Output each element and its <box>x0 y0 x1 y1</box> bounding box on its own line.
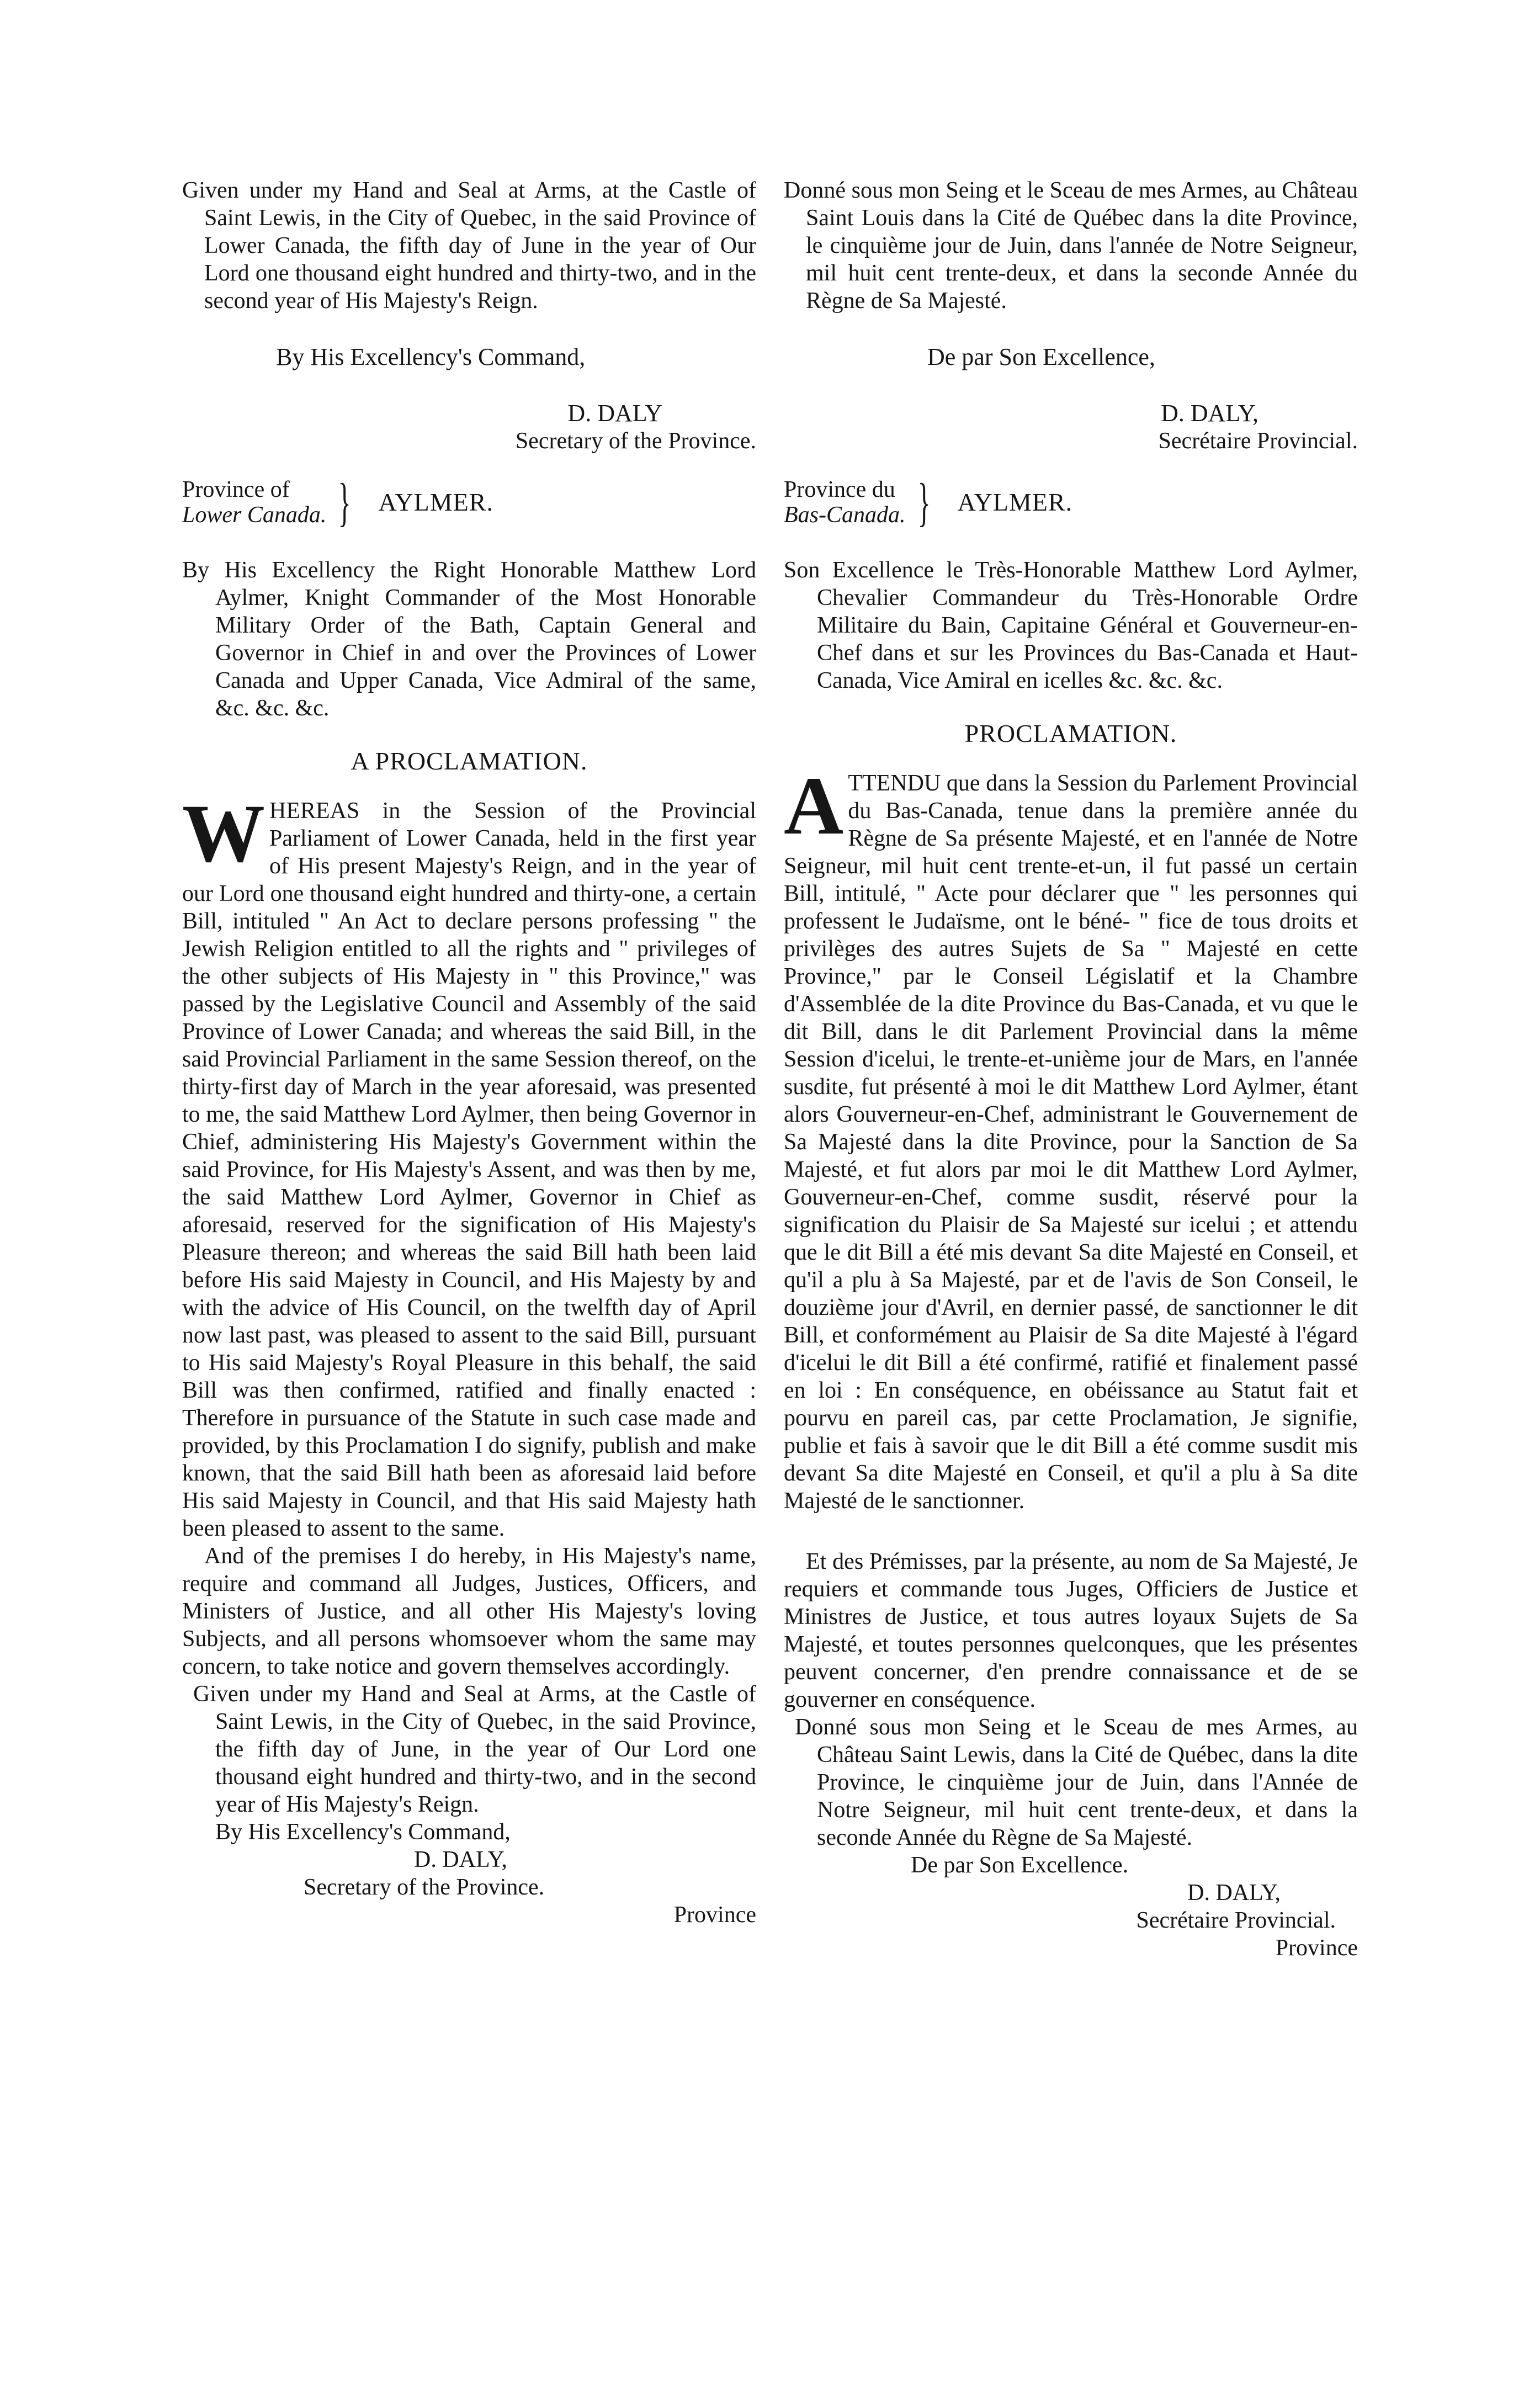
province-line-2: Bas-Canada. <box>784 502 906 528</box>
brace-icon: } <box>338 473 351 532</box>
secretary-name: D. DALY <box>567 400 662 427</box>
province-line-1: Province du <box>784 477 895 502</box>
given-under-hand-bottom: Given under my Hand and Seal at Arms, at the Castle of Saint Lewis, in the City of Quebec, in the said Province, the fifth day of June, in the year of Our Lord one thousand eight hundred and thirty-two, and in the second year of His Majesty's Reign. <box>193 1681 756 1817</box>
brace-icon: } <box>917 473 931 532</box>
drop-cap: A <box>784 760 844 852</box>
proclamation-title: A PROCLAMATION. <box>351 747 588 775</box>
english-column <box>182 177 756 1929</box>
proclamation-body-2: Et des Prémisses, par la présente, au nom de Sa Majesté, Je requiers et commande tous Juges, Officiers de Justice et Ministres de Justice, et tous autres loyaux Sujets de Sa Majesté, et toutes personnes quelconques, que les présentes peuvent concerner, d'en prendre connaissance et de se gouverner en conséquence. <box>784 1549 1358 1712</box>
province-label <box>784 477 906 528</box>
french-column <box>784 177 1358 1962</box>
proclamation-title: PROCLAMATION. <box>964 719 1177 747</box>
command-line: De par Son Excellence, <box>927 343 1155 370</box>
secretary-title: Secretary of the Province. <box>515 428 756 454</box>
province-label <box>182 477 326 528</box>
catchword: Province <box>1275 1935 1358 1961</box>
province-block <box>182 473 756 532</box>
secretary-name-bottom: D. DALY, <box>1187 1880 1281 1906</box>
secretary-name-bottom: D. DALY, <box>414 1847 507 1872</box>
secretary-title: Secrétaire Provincial. <box>1158 428 1358 454</box>
given-under-hand-top: Given under my Hand and Seal at Arms, at the Castle of Saint Lewis, in the City of Quebec, in the said Province of Lower Canada, the fifth day of June in the year of Our Lord one thousand eight hundred and thirty-two, and in the second year of His Majesty's Reign. <box>182 178 756 314</box>
secretary-title-bottom: Secretary of the Province. <box>304 1875 545 1900</box>
governor-style: By His Excellency the Right Honorable Matthew Lord Aylmer, Knight Commander of the Most Honorable Military Order of the Bath, Captain General and Governor in Chief in and over the Provinces of Lower Canada and Upper Canada, Vice Admiral of the same, &c. &c. &c. <box>182 558 756 721</box>
command-line: By His Excellency's Command, <box>276 343 586 370</box>
secretary-title-bottom: Secrétaire Provincial. <box>1136 1908 1336 1933</box>
proclamation-body-2: And of the premises I do hereby, in His Majesty's name, require and command all Judges, Justices, Officers, and Ministers of Justice, and all other His Majesty's loving Subjects, and all persons whomsoever whom the same may concern, to take notice and govern themselves accordingly. <box>182 1543 756 1679</box>
governor-style: Son Excellence le Très-Honorable Matthew Lord Aylmer, Chevalier Commandeur du Très-Honorable Ordre Militaire du Bain, Capitaine Général et Gouverneur-en-Chef dans et sur les Provinces du Bas-Canada et Haut-Canada, Vice Amiral en icelles &c. &c. &c. <box>784 558 1358 693</box>
drop-cap: W <box>182 788 265 879</box>
given-under-hand-top: Donné sous mon Seing et le Sceau de mes Armes, au Château Saint Louis dans la Cité de Québec dans la dite Province, le cinquième jour de Juin, dans l'année de Notre Seigneur, mil huit cent trente-deux, et dans la seconde Année du Règne de Sa Majesté. <box>784 178 1358 314</box>
command-line-bottom: De par Son Excellence. <box>911 1853 1129 1878</box>
province-line-1: Province of <box>182 477 290 502</box>
governor-name: AYLMER. <box>378 488 493 516</box>
province-line-2: Lower Canada. <box>182 502 327 528</box>
province-block <box>784 473 1358 532</box>
secretary-signature <box>784 400 1358 455</box>
secretary-name: D. DALY, <box>1161 400 1258 427</box>
command-line-bottom: By His Excellency's Command, <box>215 1819 511 1845</box>
given-under-hand-bottom: Donné sous mon Seing et le Sceau de mes Armes, au Château Saint Lewis, dans la Cité de Québec, dans la dite Province, le cinquième jour de Juin, dans l'Année de Notre Seigneur, mil huit cent trente-deux, et dans la seconde Année du Règne de Sa Majesté. <box>795 1715 1358 1850</box>
proclamation-body-1: WHEREAS in the Session of the Provincial Parliament of Lower Canada, held in the first year of His present Majesty's Reign, and in the year of our Lord one thousand eight hundred and thirty-one, a certain Bill, intituled " An Act to declare persons professing " the Jewish Religion entitled to all the rights and " privileges of the other subjects of His Majesty in " this Province," was passed by the Legislative Council and Assembly of the said Province of Lower Canada; and whereas the said Bill, in the said Provincial Parliament in the same Session thereof, on the thirty-first day of March in the year aforesaid, was presented to me, the said Matthew Lord Aylmer, then being Governor in Chief, administering His Majesty's Government within the said Province, for His Majesty's Assent, and was then by me, the said Matthew Lord Aylmer, Governor in Chief as aforesaid, reserved for the signification of His Majesty's Pleasure thereon; and whereas the said Bill hath been laid before His said Majesty in Council, and His Majesty by and with the advice of His Council, on the twelfth day of April now last past, was pleased to assent to the said Bill, pursuant to His said Majesty's Royal Pleasure in this behalf, the said Bill was then confirmed, ratified and finally enacted : Therefore in pursuance of the Statute in such case made and provided, by this Proclamation I do signify, publish and make known, that the said Bill hath been as aforesaid laid before His said Majesty in Council, and that His said Majesty hath been pleased to assent to the same. <box>182 788 756 1541</box>
catchword: Province <box>673 1902 756 1928</box>
secretary-signature <box>182 400 756 455</box>
proclamation-body-1: ATTENDU que dans la Session du Parlement Provincial du Bas-Canada, tenue dans la première année du Règne de Sa présente Majesté, et en l'année de Notre Seigneur, mil huit cent trente-et-un, il fut passé un certain Bill, intitulé, " Acte pour déclarer que " les personnes qui professent le Judaïsme, ont le béné- " fice de tous droits et privilèges des autres Sujets de Sa " Majesté en cette Province," par le Conseil Législatif et la Chambre d'Assemblée de la dite Province du Bas-Canada, et vu que le dit Bill, dans le dit Parlement Provincial dans la même Session d'icelui, le trente-et-unième jour de Mars, en l'année susdite, fut présenté à moi le dit Matthew Lord Aylmer, étant alors Gouverneur-en-Chef, administrant le Gouvernement de Sa Majesté dans la dite Province, pour la Sanction de Sa Majesté, et fut alors par moi le dit Matthew Lord Aylmer, Gouverneur-en-Chef, comme susdit, réservé pour la signification du Plaisir de Sa Majesté sur icelui ; et attendu que le dit Bill a été mis devant Sa dite Majesté en Conseil, et qu'il a plu à Sa Majesté, par et de l'avis de Son Conseil, le douzième jour d'Avril, en dernier passé, de sanctionner le dit Bill, et conformément au Plaisir de Sa dite Majesté à l'égard d'icelui le dit Bill a été confirmé, ratifié et finalement passé en loi : En conséquence, en obéissance au Statut fait et pourvu en pareil cas, par cette Proclamation, Je signifie, publie et fais à savoir que le dit Bill a été comme susdit mis devant Sa dite Majesté en Conseil, et qu'il a plu à Sa dite Majesté de le sanctionner. <box>784 760 1358 1514</box>
governor-name: AYLMER. <box>957 488 1073 516</box>
